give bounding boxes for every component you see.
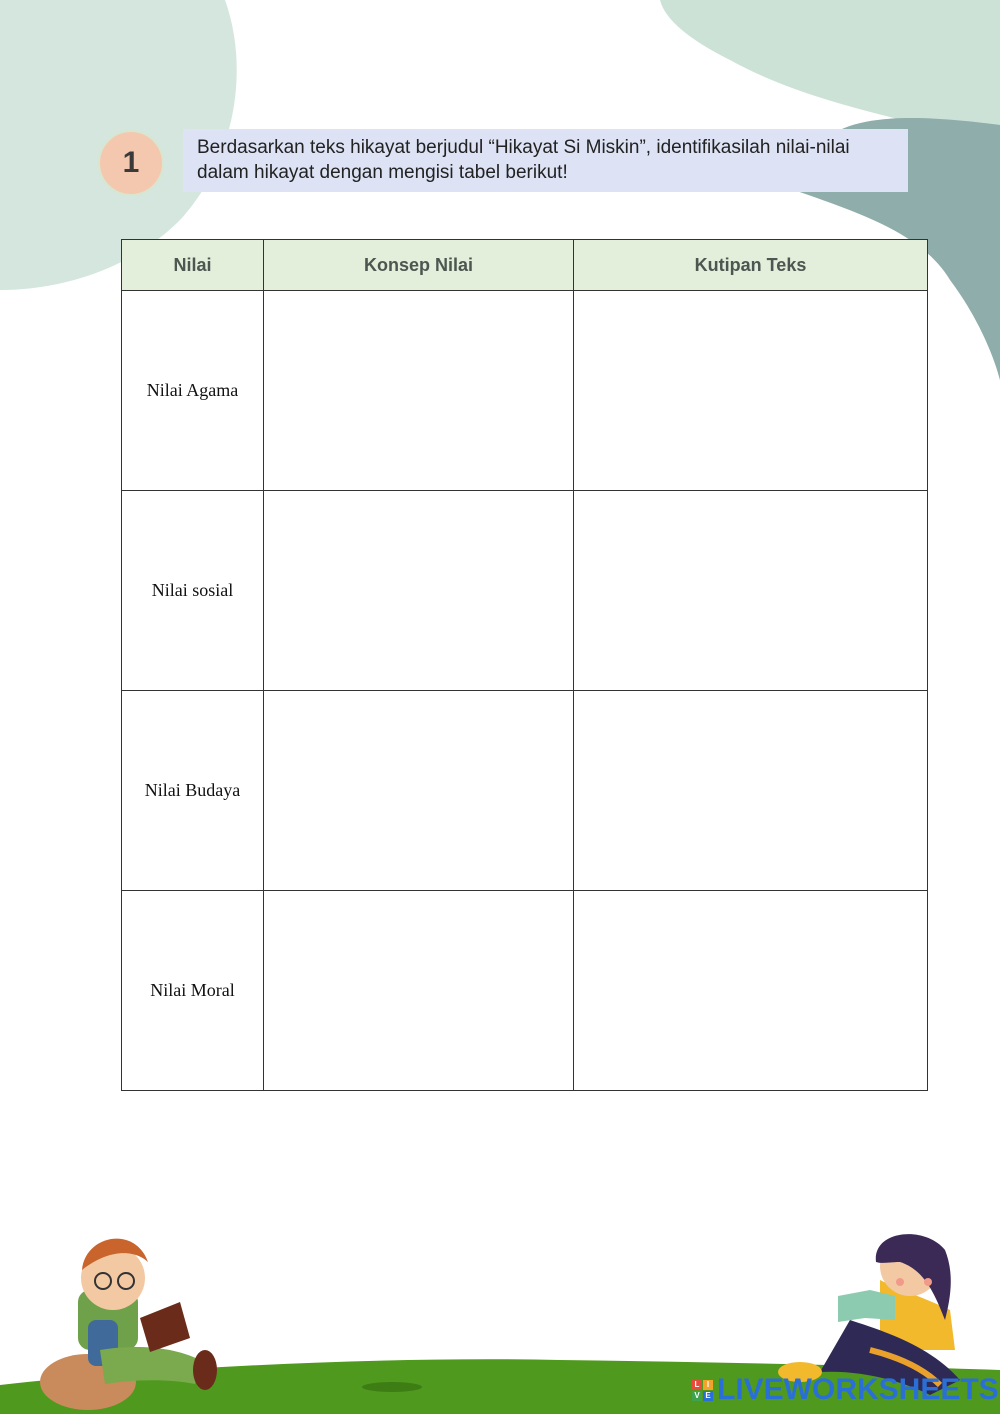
kutipan-moral-cell[interactable] <box>574 891 928 1091</box>
header-nilai: Nilai <box>122 240 264 291</box>
question-number-badge: 1 <box>98 130 164 196</box>
header-konsep-nilai: Konsep Nilai <box>264 240 574 291</box>
table-row <box>122 691 928 891</box>
row-label-sosial: Nilai sosial <box>122 491 264 691</box>
table-row <box>122 491 928 691</box>
table-row <box>122 291 928 491</box>
kutipan-budaya-cell[interactable] <box>574 691 928 891</box>
liveworksheets-text: LIVEWORKSHEETS <box>717 1373 999 1406</box>
liveworksheets-logo <box>692 1374 999 1406</box>
table-header-row <box>122 240 928 291</box>
konsep-agama-cell[interactable] <box>264 291 574 491</box>
values-table <box>121 239 928 1091</box>
kutipan-sosial-cell[interactable] <box>574 491 928 691</box>
header-kutipan-teks: Kutipan Teks <box>574 240 928 291</box>
row-label-agama: Nilai Agama <box>122 291 264 491</box>
grass-shade-icon <box>362 1382 422 1392</box>
konsep-sosial-cell[interactable] <box>264 491 574 691</box>
konsep-budaya-cell[interactable] <box>264 691 574 891</box>
row-label-budaya: Nilai Budaya <box>122 691 264 891</box>
konsep-moral-cell[interactable] <box>264 891 574 1091</box>
instruction-text: Berdasarkan teks hikayat berjudul “Hikayat Si Miskin”, identifikasilah nilai-nilai dalam hikayat dengan mengisi tabel berikut! <box>183 129 908 192</box>
row-label-moral: Nilai Moral <box>122 891 264 1091</box>
liveworksheets-mark-icon: L I V E <box>692 1380 713 1401</box>
girl-reading-icon <box>778 1234 960 1395</box>
table-row <box>122 891 928 1091</box>
kutipan-agama-cell[interactable] <box>574 291 928 491</box>
